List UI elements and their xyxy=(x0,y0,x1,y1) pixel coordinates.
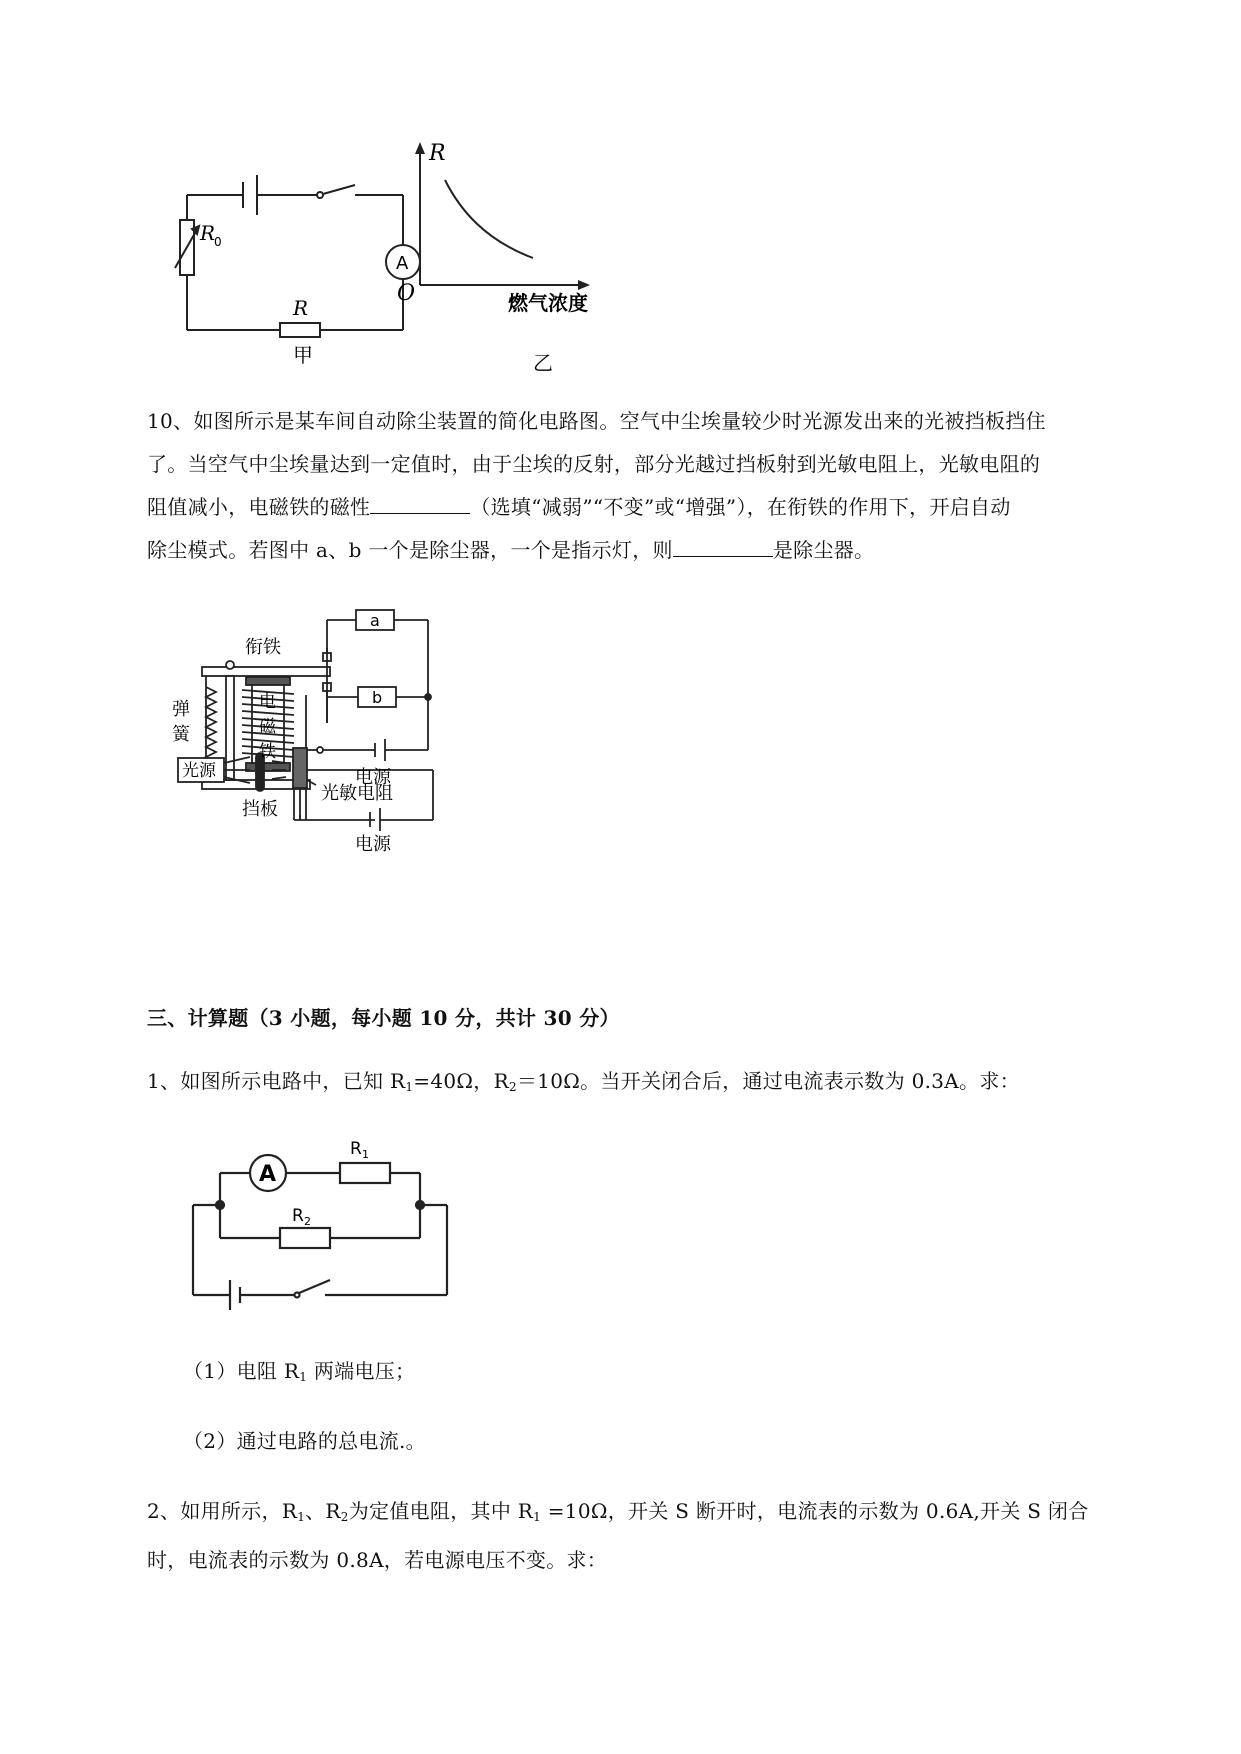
load-a-label: a xyxy=(370,611,380,630)
r0-subscript: 0 xyxy=(214,235,222,249)
c2-a: 2、如用所示，R xyxy=(147,1499,298,1523)
c2-b: 、R xyxy=(305,1499,341,1523)
calc-question-1 xyxy=(147,1060,1147,1109)
caption-yi: 乙 xyxy=(533,351,553,375)
c1-sub-1: 1 xyxy=(405,1080,414,1094)
figure-dust-removal-circuit xyxy=(172,611,510,950)
q10-line-4 xyxy=(147,529,1147,572)
c2-sub-3: 1 xyxy=(533,1510,542,1524)
r1-subscript: 1 xyxy=(362,1148,369,1161)
baffle-label: 挡板 xyxy=(242,799,278,820)
q10-line-3-a: 阻值减小，电磁铁的磁性 xyxy=(147,495,371,519)
electromagnet-label-2: 磁 xyxy=(259,717,276,737)
q10-line-3-b: （选填“减弱”“不变”或“增强”），在衔铁的作用下，开启自动 xyxy=(470,495,1011,519)
power-label-2: 电源 xyxy=(355,834,391,855)
c1-text-c: ＝10Ω。当开关闭合后，通过电流表示数为 0.3A。求： xyxy=(516,1069,1020,1093)
ammeter-label-2: A xyxy=(259,1162,277,1187)
c1-sub-2: 2 xyxy=(508,1080,517,1094)
load-b-label: b xyxy=(372,688,383,707)
c2-c: 为定值电阻，其中 R xyxy=(348,1499,534,1523)
answer-blank-1 xyxy=(370,491,470,514)
c2-line-1 xyxy=(147,1490,1147,1539)
c1-sub1-b: 两端电压； xyxy=(307,1359,416,1383)
q10-line-1: 10、如图所示是某车间自动除尘装置的简化电路图。空气中尘埃量较少时光源发出来的光被挡板挡住 xyxy=(147,409,1046,433)
q10-line-4-a: 除尘模式。若图中 a、b 一个是除尘器，一个是指示灯，则 xyxy=(147,538,673,562)
question-10 xyxy=(147,400,1147,572)
spring-label-2: 簧 xyxy=(172,724,190,745)
c1-text-a: 1、如图所示电路中，已知 R xyxy=(147,1069,406,1093)
r2-label: R xyxy=(292,1206,304,1226)
photoresistor-label: 光敏电阻 xyxy=(321,783,393,804)
calc-1-sub-2: （2）通过电路的总电流.。 xyxy=(183,1429,426,1453)
light-source-label: 光源 xyxy=(182,761,216,781)
figure-gas-sensor-circuit xyxy=(175,140,675,380)
q10-line-3 xyxy=(147,486,1147,529)
axis-y-label: R xyxy=(429,141,446,166)
answer-blank-2 xyxy=(673,534,773,557)
armature-label: 衔铁 xyxy=(245,637,281,658)
power-label-1: 电源 xyxy=(355,767,391,788)
axis-x-label: 燃气浓度 xyxy=(508,291,588,315)
r-label: R xyxy=(293,296,309,320)
c2-sub-1: 1 xyxy=(297,1510,306,1524)
electromagnet-label-1: 电 xyxy=(259,692,276,712)
r0-label: R xyxy=(200,221,216,245)
c2-sub-2: 2 xyxy=(340,1510,349,1524)
c1-text-b: =40Ω，R xyxy=(413,1069,509,1093)
figure-parallel-circuit xyxy=(185,1130,475,1315)
caption-jia: 甲 xyxy=(293,343,313,367)
electromagnet-label-3: 铁 xyxy=(259,742,276,762)
axis-origin: O xyxy=(397,281,416,306)
q10-line-2: 了。当空气中尘埃量达到一定值时，由于尘埃的反射，部分光越过挡板射到光敏电阻上，光敏电阻的 xyxy=(147,452,1041,476)
c1-sub1-a: （1）电阻 R xyxy=(183,1359,300,1383)
q10-line-4-b: 是除尘器。 xyxy=(772,538,875,562)
c2-d: =10Ω，开关 S 断开时，电流表的示数为 0.6A,开关 S 闭合 xyxy=(541,1499,1089,1523)
c2-line-2: 时，电流表的示数为 0.8A，若电源电压不变。求： xyxy=(147,1548,608,1572)
ammeter-label: A xyxy=(396,253,409,274)
section-3-heading: 三、计算题（3 小题，每小题 10 分，共计 30 分） xyxy=(147,1006,620,1030)
r1-label: R xyxy=(350,1139,362,1159)
r2-subscript: 2 xyxy=(304,1215,311,1228)
spring-label-1: 弹 xyxy=(172,699,190,720)
c1-sub1-subscript: 1 xyxy=(299,1370,308,1384)
calc-1-sub-1 xyxy=(183,1350,1183,1399)
calc-question-2 xyxy=(147,1490,1147,1582)
